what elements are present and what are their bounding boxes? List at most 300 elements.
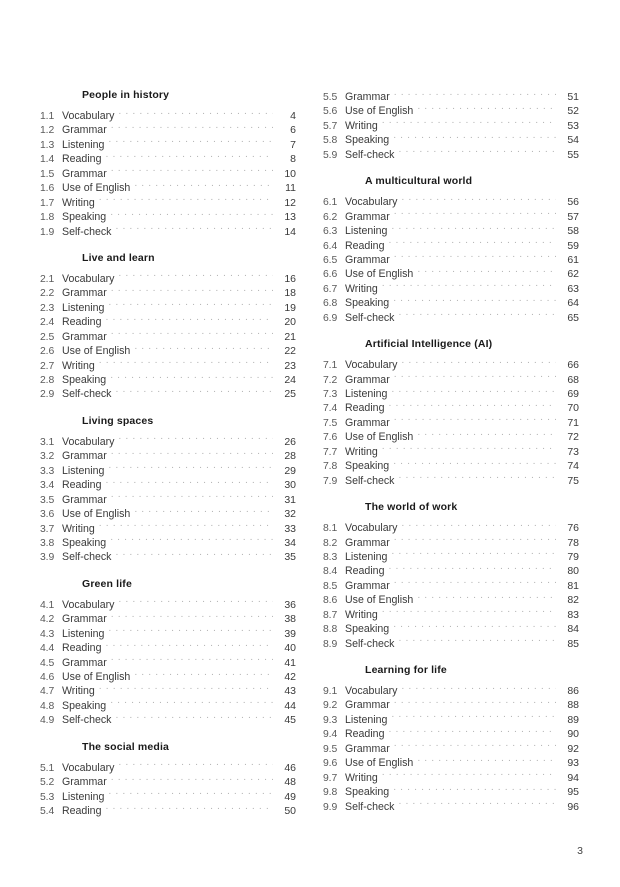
dot-leader (115, 223, 273, 235)
entry-label: Writing (345, 445, 378, 458)
dot-leader (110, 697, 273, 709)
entry-page-number: 49 (284, 790, 296, 803)
dot-leader (134, 179, 273, 191)
entry-number: 6.5 (323, 254, 338, 266)
toc-entry[interactable] (40, 328, 296, 342)
toc-entry[interactable] (40, 208, 296, 222)
entry-number: 6.9 (323, 312, 338, 324)
entry-label: Reading (345, 239, 385, 252)
entry-label: Writing (345, 119, 378, 132)
entry-label: Speaking (62, 699, 107, 712)
entry-page-number: 46 (284, 761, 296, 774)
dot-leader (105, 802, 273, 814)
dot-leader (388, 725, 556, 737)
entry-label: Grammar (62, 287, 107, 300)
toc-entry[interactable] (40, 342, 296, 356)
toc-entry[interactable] (323, 548, 579, 562)
dot-leader (99, 194, 273, 206)
entry-page-number: 10 (284, 167, 296, 180)
dot-leader (398, 472, 556, 484)
entry-label: Listening (62, 790, 105, 803)
toc-entry[interactable] (323, 208, 579, 222)
dot-leader (134, 342, 273, 354)
dot-leader (391, 711, 556, 723)
toc-entry[interactable] (323, 280, 579, 294)
toc-entry[interactable] (40, 476, 296, 490)
toc-entry[interactable] (40, 447, 296, 461)
toc-entry[interactable] (323, 237, 579, 251)
toc-entry[interactable] (40, 462, 296, 476)
entry-label: Speaking (62, 536, 107, 549)
toc-entry[interactable] (323, 606, 579, 620)
unit-heading: The social media (82, 740, 170, 753)
entry-number: 3.5 (40, 494, 55, 506)
entry-number: 4.6 (40, 672, 55, 683)
entry-page-number: 30 (284, 479, 296, 492)
toc-entry[interactable] (40, 313, 296, 327)
entry-page-number: 79 (567, 550, 579, 563)
toc-entry[interactable] (323, 88, 579, 102)
dot-leader (382, 606, 556, 618)
dot-leader (115, 548, 273, 560)
toc-entry[interactable] (323, 222, 579, 236)
dot-leader (417, 102, 556, 114)
toc-entry[interactable] (323, 251, 579, 265)
dot-leader (394, 577, 556, 589)
entry-page-number: 48 (284, 776, 296, 789)
entry-number: 4.5 (40, 657, 55, 669)
dot-leader (398, 798, 556, 810)
dot-leader (118, 270, 273, 282)
toc-entry[interactable] (323, 265, 579, 279)
entry-label: Grammar (345, 373, 390, 386)
entry-label: Grammar (62, 613, 107, 626)
dot-leader (115, 711, 273, 723)
dot-leader (394, 414, 556, 426)
entry-label: Self-check (345, 474, 395, 487)
entry-page-number: 66 (567, 359, 579, 372)
entry-number: 8.6 (323, 595, 338, 607)
entry-page-number: 73 (567, 445, 579, 458)
entry-number: 8.5 (323, 580, 338, 592)
entry-page-number: 65 (567, 311, 579, 324)
toc-group (323, 337, 579, 486)
entry-number: 4.3 (40, 628, 55, 640)
entry-number: 6.6 (323, 269, 338, 281)
entry-label: Listening (62, 301, 105, 314)
dot-leader (134, 505, 273, 517)
entry-page-number: 26 (284, 435, 296, 448)
dot-leader (118, 107, 273, 119)
unit-heading: The world of work (365, 501, 458, 514)
toc-entry[interactable] (40, 548, 296, 562)
entry-label: Self-check (62, 225, 112, 238)
toc-entry[interactable] (323, 682, 579, 696)
entry-page-number: 56 (567, 196, 579, 209)
entry-label: Use of English (62, 671, 131, 683)
dot-leader (398, 146, 556, 158)
entry-label: Vocabulary (62, 272, 115, 285)
entry-label: Grammar (62, 493, 107, 506)
entry-label: Self-check (345, 311, 395, 324)
toc-entry[interactable] (40, 136, 296, 150)
entry-number: 1.3 (40, 139, 55, 151)
dot-leader (118, 433, 273, 445)
toc-entry[interactable] (323, 356, 579, 370)
entry-page-number: 70 (567, 402, 579, 415)
entry-label: Reading (62, 153, 102, 166)
toc-entry[interactable] (40, 625, 296, 639)
entry-page-number: 75 (567, 474, 579, 487)
toc-entry[interactable] (40, 284, 296, 298)
entry-page-number: 28 (284, 450, 296, 463)
entry-label: Use of English (345, 105, 414, 118)
dot-leader (99, 357, 273, 369)
toc-entry[interactable] (323, 472, 579, 486)
dot-leader (108, 625, 273, 637)
entry-label: Grammar (62, 776, 107, 789)
entry-page-number: 42 (284, 671, 296, 683)
toc-entry[interactable] (40, 654, 296, 668)
entry-page-number: 21 (284, 330, 296, 343)
entry-page-number: 19 (284, 301, 296, 314)
toc-entry[interactable] (323, 711, 579, 725)
toc-entry[interactable] (323, 428, 579, 442)
entry-label: Writing (62, 522, 95, 535)
entry-page-number: 4 (290, 110, 296, 122)
entry-page-number: 44 (284, 699, 296, 712)
toc-entry[interactable] (40, 711, 296, 725)
dot-leader (110, 534, 273, 546)
toc-entry[interactable] (40, 270, 296, 284)
entry-label: Writing (62, 196, 95, 209)
entry-page-number: 8 (290, 153, 296, 166)
toc-group (40, 88, 296, 237)
toc-entry[interactable] (323, 399, 579, 413)
toc-entry[interactable] (323, 117, 579, 131)
dot-leader (99, 520, 273, 532)
entry-number: 5.3 (40, 791, 55, 803)
dot-leader (118, 759, 273, 771)
entry-page-number: 38 (284, 613, 296, 626)
entry-number: 3.6 (40, 509, 55, 521)
toc-entry[interactable] (323, 696, 579, 710)
entry-page-number: 40 (284, 642, 296, 655)
toc-column (40, 88, 296, 817)
entry-number: 1.5 (40, 168, 55, 180)
entry-page-number: 72 (567, 431, 579, 444)
entry-label: Vocabulary (62, 435, 115, 448)
entry-page-number: 86 (567, 685, 579, 697)
toc-entry[interactable] (323, 740, 579, 754)
entry-label: Speaking (62, 211, 107, 224)
entry-page-number: 82 (567, 594, 579, 607)
entry-label: Grammar (345, 536, 390, 549)
entry-number: 9.5 (323, 743, 338, 755)
entry-number: 1.1 (40, 111, 55, 122)
toc-entry[interactable] (323, 562, 579, 576)
dot-leader (388, 399, 556, 411)
entry-number: 7.3 (323, 389, 338, 400)
entry-page-number: 57 (567, 210, 579, 223)
entry-number: 4.7 (40, 686, 55, 698)
toc-entry[interactable] (323, 385, 579, 399)
entry-page-number: 22 (284, 345, 296, 358)
entry-number: 1.7 (40, 197, 55, 209)
dot-leader (398, 635, 556, 647)
toc-entry[interactable] (323, 131, 579, 145)
toc-entry[interactable] (40, 299, 296, 313)
entry-number: 9.4 (323, 729, 338, 741)
toc-group (323, 500, 579, 649)
entry-page-number: 35 (284, 551, 296, 564)
toc-entry[interactable] (323, 620, 579, 634)
dot-leader (111, 165, 273, 177)
toc-entry[interactable] (323, 193, 579, 207)
entry-label: Use of English (345, 757, 414, 770)
entry-label: Grammar (345, 253, 390, 266)
entry-page-number: 81 (567, 579, 579, 592)
toc-entry[interactable] (40, 107, 296, 121)
entry-label: Self-check (62, 388, 112, 401)
entry-label: Vocabulary (345, 522, 398, 535)
entry-label: Writing (345, 282, 378, 295)
toc-entry[interactable] (323, 414, 579, 428)
entry-label: Listening (62, 138, 105, 151)
dot-leader (393, 457, 556, 469)
toc-group (323, 88, 579, 160)
dot-leader (394, 371, 556, 383)
entry-page-number: 63 (567, 282, 579, 295)
entry-number: 2.4 (40, 317, 55, 329)
toc-group (323, 174, 579, 323)
dot-leader (398, 309, 556, 321)
toc-entry[interactable] (40, 534, 296, 548)
entry-page-number: 32 (284, 508, 296, 521)
entry-number: 7.8 (323, 461, 338, 473)
entry-label: Self-check (62, 551, 112, 564)
toc-entry[interactable] (323, 725, 579, 739)
entry-number: 8.3 (323, 551, 338, 563)
dot-leader (111, 447, 273, 459)
toc-entry[interactable] (40, 520, 296, 534)
dot-leader (115, 385, 273, 397)
toc-entry[interactable] (40, 505, 296, 519)
dot-leader (394, 740, 556, 752)
dot-leader (105, 476, 273, 488)
entry-number: 2.7 (40, 360, 55, 372)
toc-entry[interactable] (40, 433, 296, 447)
entry-number: 9.2 (323, 700, 338, 712)
dot-leader (391, 222, 556, 234)
entry-page-number: 58 (567, 225, 579, 238)
entry-page-number: 6 (290, 124, 296, 137)
entry-number: 8.7 (323, 609, 338, 621)
entry-page-number: 16 (284, 272, 296, 285)
entry-label: Speaking (345, 134, 390, 147)
dot-leader (391, 548, 556, 560)
toc-entry[interactable] (40, 802, 296, 816)
entry-page-number: 31 (284, 493, 296, 506)
toc-entry[interactable] (40, 194, 296, 208)
toc-entry[interactable] (323, 591, 579, 605)
toc-entry[interactable] (40, 385, 296, 399)
entry-number: 8.1 (323, 523, 338, 535)
toc-entry[interactable] (323, 309, 579, 323)
entry-page-number: 24 (284, 374, 296, 386)
entry-page-number: 54 (567, 134, 579, 147)
entry-label: Listening (345, 713, 388, 726)
toc-entry[interactable] (323, 769, 579, 783)
entry-number: 1.9 (40, 226, 55, 238)
toc-group (40, 414, 296, 563)
entry-number: 6.3 (323, 226, 338, 238)
entry-number: 3.4 (40, 480, 55, 492)
dot-leader (417, 428, 556, 440)
entry-label: Self-check (345, 637, 395, 650)
dot-leader (417, 591, 556, 603)
entry-number: 5.4 (40, 806, 55, 818)
entry-page-number: 94 (567, 771, 579, 784)
toc-entry[interactable] (40, 639, 296, 653)
toc-entry[interactable] (323, 371, 579, 385)
entry-number: 5.9 (323, 149, 338, 161)
toc-entry[interactable] (40, 773, 296, 787)
entry-number: 7.1 (323, 360, 338, 372)
unit-heading: Living spaces (82, 414, 154, 427)
toc-entry[interactable] (40, 150, 296, 164)
toc-entry[interactable] (40, 668, 296, 682)
dot-leader (111, 328, 273, 340)
entry-page-number: 50 (284, 805, 296, 818)
toc-entry[interactable] (323, 754, 579, 768)
entry-number: 2.9 (40, 389, 55, 401)
toc-entry[interactable] (323, 635, 579, 649)
entry-label: Writing (62, 685, 95, 698)
entry-label: Reading (345, 728, 385, 741)
entry-label: Use of English (62, 508, 131, 521)
entry-page-number: 12 (284, 196, 296, 209)
dot-leader (401, 193, 556, 205)
dot-leader (111, 610, 273, 622)
entry-page-number: 88 (567, 699, 579, 712)
entry-label: Listening (345, 225, 388, 238)
entry-number: 5.2 (40, 777, 55, 789)
entry-page-number: 45 (284, 714, 296, 727)
entry-number: 7.9 (323, 475, 338, 487)
entry-page-number: 95 (567, 786, 579, 799)
entry-page-number: 18 (284, 287, 296, 300)
toc-entry[interactable] (40, 682, 296, 696)
entry-number: 9.8 (323, 787, 338, 799)
toc-entry[interactable] (40, 596, 296, 610)
entry-number: 3.8 (40, 537, 55, 549)
entry-label: Vocabulary (345, 359, 398, 372)
entry-page-number: 41 (284, 656, 296, 669)
entry-number: 2.2 (40, 288, 55, 300)
toc-entry[interactable] (323, 457, 579, 471)
toc-entry[interactable] (323, 443, 579, 457)
toc-entry[interactable] (323, 798, 579, 812)
entry-label: Use of English (62, 345, 131, 358)
entry-number: 7.2 (323, 374, 338, 386)
entry-label: Writing (345, 771, 378, 784)
toc-entry[interactable] (323, 577, 579, 591)
toc-group (40, 740, 296, 817)
entry-number: 3.1 (40, 436, 55, 448)
toc-entry[interactable] (40, 165, 296, 179)
toc-entry[interactable] (40, 179, 296, 193)
toc-entry[interactable] (323, 783, 579, 797)
entry-label: Writing (62, 359, 95, 372)
unit-heading: Live and learn (82, 251, 155, 264)
dot-leader (382, 280, 556, 292)
dot-leader (388, 562, 556, 574)
dot-leader (391, 385, 556, 397)
toc-entry[interactable] (323, 102, 579, 116)
toc-group (323, 663, 579, 812)
entry-label: Listening (345, 550, 388, 563)
toc-entry[interactable] (40, 223, 296, 237)
toc-entry[interactable] (323, 146, 579, 160)
toc-entry[interactable] (40, 697, 296, 711)
toc-entry[interactable] (40, 121, 296, 135)
dot-leader (111, 284, 273, 296)
dot-leader (388, 237, 556, 249)
entry-page-number: 93 (567, 757, 579, 770)
toc-entry[interactable] (40, 610, 296, 624)
dot-leader (108, 299, 273, 311)
entry-page-number: 34 (284, 536, 296, 549)
toc-entry[interactable] (40, 357, 296, 371)
toc-entry[interactable] (40, 759, 296, 773)
entry-page-number: 80 (567, 565, 579, 578)
entry-number: 5.6 (323, 106, 338, 118)
dot-leader (111, 773, 273, 785)
entry-label: Reading (62, 316, 102, 329)
entry-label: Grammar (62, 656, 107, 669)
entry-label: Self-check (62, 714, 112, 727)
entry-number: 2.3 (40, 302, 55, 314)
entry-page-number: 36 (284, 598, 296, 611)
dot-leader (393, 783, 556, 795)
page-number: 3 (577, 845, 583, 857)
entry-number: 8.4 (323, 566, 338, 578)
dot-leader (382, 117, 556, 129)
entry-number: 2.1 (40, 273, 55, 285)
entry-label: Self-check (345, 800, 395, 813)
entry-label: Use of English (345, 594, 414, 607)
entry-page-number: 55 (567, 148, 579, 161)
entry-label: Vocabulary (345, 196, 398, 209)
toc-entry[interactable] (40, 788, 296, 802)
entry-number: 6.1 (323, 197, 338, 209)
entry-number: 2.8 (40, 375, 55, 386)
toc-entry[interactable] (323, 294, 579, 308)
entry-number: 9.1 (323, 686, 338, 697)
entry-page-number: 74 (567, 460, 579, 473)
entry-page-number: 76 (567, 522, 579, 535)
toc-entry[interactable] (40, 371, 296, 385)
entry-label: Use of English (62, 182, 131, 195)
entry-label: Vocabulary (62, 598, 115, 611)
toc-entry[interactable] (323, 534, 579, 548)
toc-entry[interactable] (323, 519, 579, 533)
entry-number: 6.2 (323, 211, 338, 223)
entry-number: 4.2 (40, 614, 55, 626)
dot-leader (108, 462, 273, 474)
toc-entry[interactable] (40, 491, 296, 505)
